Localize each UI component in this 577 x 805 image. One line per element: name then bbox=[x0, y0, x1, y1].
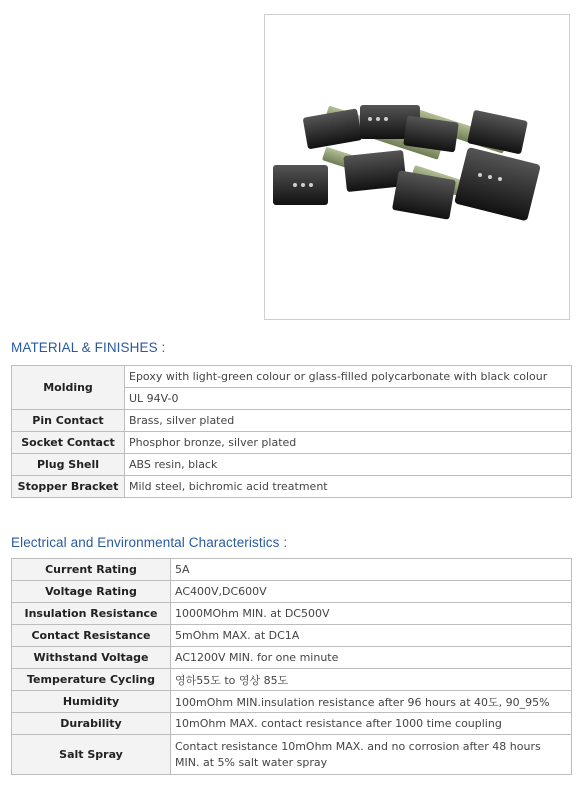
plug-shell-value: ABS resin, black bbox=[125, 454, 572, 476]
molding-label: Molding bbox=[12, 366, 125, 410]
insulation-resistance-label: Insulation Resistance bbox=[12, 603, 171, 625]
stopper-bracket-value: Mild steel, bichromic acid treatment bbox=[125, 476, 572, 498]
table-row bbox=[12, 366, 572, 388]
voltage-rating-label: Voltage Rating bbox=[12, 581, 171, 603]
table-row bbox=[12, 454, 572, 476]
durability-value: 10mOhm MAX. contact resistance after 1000 time coupling bbox=[171, 713, 572, 735]
socket-contact-value: Phosphor bronze, silver plated bbox=[125, 432, 572, 454]
table-row bbox=[12, 581, 572, 603]
plug-shell-label: Plug Shell bbox=[12, 454, 125, 476]
electrical-section-title: Electrical and Environmental Characteristics : bbox=[11, 535, 288, 550]
current-rating-label: Current Rating bbox=[12, 559, 171, 581]
pin-contact-label: Pin Contact bbox=[12, 410, 125, 432]
table-row bbox=[12, 625, 572, 647]
table-row bbox=[12, 691, 572, 713]
materials-section-title: MATERIAL & FINISHES : bbox=[11, 340, 166, 355]
withstand-voltage-value: AC1200V MIN. for one minute bbox=[171, 647, 572, 669]
table-row bbox=[12, 603, 572, 625]
salt-spray-label: Salt Spray bbox=[12, 735, 171, 775]
electrical-table bbox=[11, 558, 572, 775]
durability-label: Durability bbox=[12, 713, 171, 735]
product-image bbox=[264, 14, 570, 320]
voltage-rating-value: AC400V,DC600V bbox=[171, 581, 572, 603]
table-row bbox=[12, 476, 572, 498]
pin-contact-value: Brass, silver plated bbox=[125, 410, 572, 432]
table-row bbox=[12, 410, 572, 432]
insulation-resistance-value: 1000MOhm MIN. at DC500V bbox=[171, 603, 572, 625]
socket-contact-label: Socket Contact bbox=[12, 432, 125, 454]
table-row bbox=[12, 713, 572, 735]
connector-product-photo bbox=[265, 15, 569, 319]
current-rating-value: 5A bbox=[171, 559, 572, 581]
molding-rating-value: UL 94V-0 bbox=[125, 388, 572, 410]
contact-resistance-value: 5mOhm MAX. at DC1A bbox=[171, 625, 572, 647]
temperature-cycling-value: 영하55도 to 영상 85도 bbox=[171, 669, 572, 691]
table-row bbox=[12, 432, 572, 454]
table-row bbox=[12, 735, 572, 775]
humidity-label: Humidity bbox=[12, 691, 171, 713]
materials-table bbox=[11, 365, 572, 498]
salt-spray-value: Contact resistance 10mOhm MAX. and no corrosion after 48 hours MIN. at 5% salt water spray bbox=[171, 735, 572, 775]
temperature-cycling-label: Temperature Cycling bbox=[12, 669, 171, 691]
table-row bbox=[12, 669, 572, 691]
humidity-value: 100mOhm MIN.insulation resistance after 96 hours at 40도, 90_95% bbox=[171, 691, 572, 713]
molding-value: Epoxy with light-green colour or glass-filled polycarbonate with black colour bbox=[125, 366, 572, 388]
withstand-voltage-label: Withstand Voltage bbox=[12, 647, 171, 669]
contact-resistance-label: Contact Resistance bbox=[12, 625, 171, 647]
table-row bbox=[12, 559, 572, 581]
stopper-bracket-label: Stopper Bracket bbox=[12, 476, 125, 498]
table-row bbox=[12, 647, 572, 669]
